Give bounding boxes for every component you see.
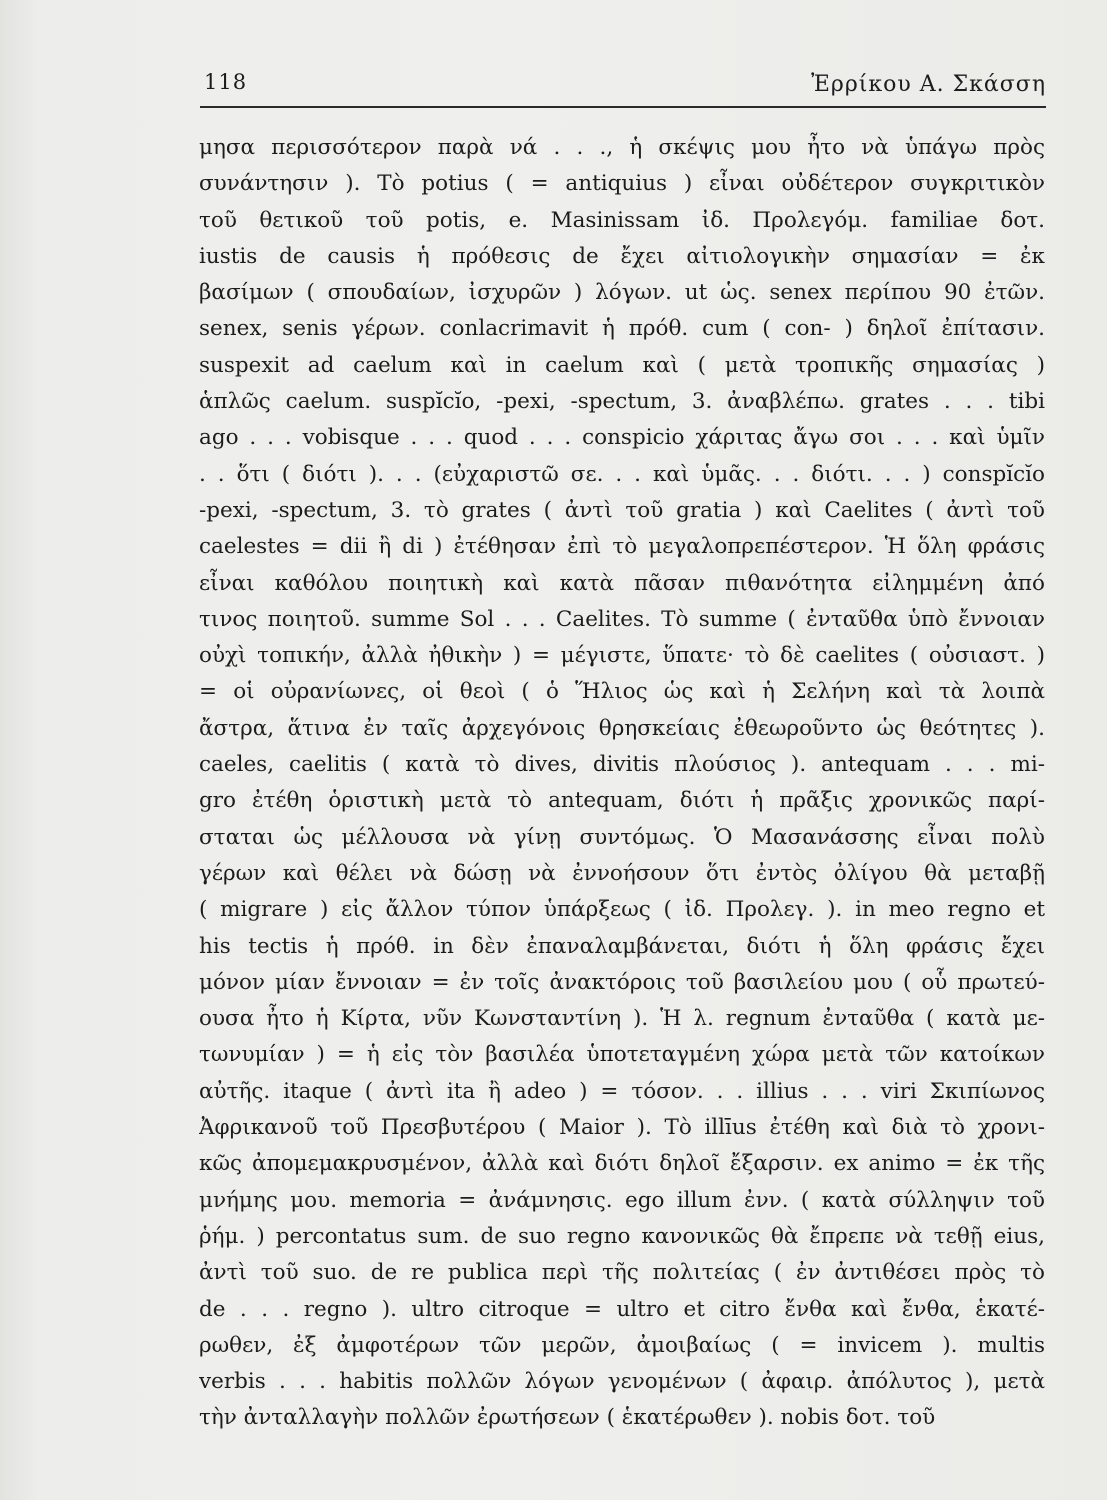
text-line: οὐχὶ τοπικήν, ἀλλὰ ἠθικὴν ) = μέγιστε, ὕπατε· τὸ δὲ caelites ( οὐσιαστ. ) bbox=[199, 643, 1045, 669]
text-line: ( migrare ) εἰς ἄλλον τύπον ὑπάρξεως ( ἰδ. Προλεγ. ). in meo regno et bbox=[199, 897, 1045, 923]
text-line: Ἀφρικανοῦ τοῦ Πρεσβυτέρου ( Maior ). Τὸ illīus ἐτέθη καὶ διὰ τὸ χρονι- bbox=[199, 1115, 1045, 1141]
text-line: τωνυμίαν ) = ἡ εἰς τὸν βασιλέα ὑποτεταγμένη χώρα μετὰ τῶν κατοίκων bbox=[199, 1042, 1045, 1068]
text-line: senex, senis γέρων. conlacrimavit ἡ πρόθ. cum ( con- ) δηλοῖ ἐπίτασιν. bbox=[199, 316, 1045, 342]
text-line: ἄστρα, ἅτινα ἐν ταῖς ἀρχεγόνοις θρησκείαις ἐθεωροῦντο ὡς θεότητες ). bbox=[199, 715, 1045, 741]
text-line: suspexit ad caelum καὶ in caelum καὶ ( μετὰ τροπικῆς σημασίας ) bbox=[199, 352, 1045, 378]
text-line: βασίμων ( σπουδαίων, ἰσχυρῶν ) λόγων. ut ὡς. senex περίπου 90 ἐτῶν. bbox=[199, 280, 1045, 306]
text-line: caelestes = dii ἢ di ) ἐτέθησαν ἐπὶ τὸ μεγαλοπρεπέστερον. Ἡ ὅλη φράσις bbox=[199, 534, 1045, 560]
text-line: συνάντησιν ). Τὸ potius ( = antiquius ) εἶναι οὐδέτερον συγκριτικὸν bbox=[199, 171, 1045, 197]
text-line: κῶς ἀπομεμακρυσμένον, ἀλλὰ καὶ διότι δηλοῖ ἔξαρσιν. ex animo = ἐκ τῆς bbox=[199, 1151, 1045, 1177]
text-line: σταται ὡς μέλλουσα νὰ γίνῃ συντόμως. Ὁ Μασανάσσης εἶναι πολὺ bbox=[199, 824, 1045, 850]
text-line: gro ἐτέθη ὁριστικὴ μετὰ τὸ antequam, διότι ἡ πρᾶξις χρονικῶς παρί- bbox=[199, 788, 1045, 814]
page-number: 118 bbox=[204, 70, 248, 94]
text-line: γέρων καὶ θέλει νὰ δώσῃ νὰ ἐννοήσουν ὅτι ἐντὸς ὀλίγου θὰ μεταβῇ bbox=[199, 860, 1045, 886]
text-line: μόνον μίαν ἔννοιαν = ἐν τοῖς ἀνακτόροις τοῦ βασιλείου μου ( οὗ πρωτεύ- bbox=[199, 969, 1045, 995]
text-line: ἁπλῶς caelum. suspĭcĭo, -pexi, -spectum, 3. ἀναβλέπω. grates . . . tibi bbox=[199, 389, 1045, 415]
text-line: = οἱ οὐρανίωνες, οἱ θεοὶ ( ὁ Ἥλιος ὡς καὶ ἡ Σελήνη καὶ τὰ λοιπὰ bbox=[199, 679, 1045, 705]
text-line: verbis . . . habitis πολλῶν λόγων γενομένων ( ἀφαιρ. ἀπόλυτος ), μετὰ bbox=[199, 1369, 1045, 1395]
text-line: -pexi, -spectum, 3. τὸ grates ( ἀντὶ τοῦ gratia ) καὶ Caelites ( ἀντὶ τοῦ bbox=[199, 497, 1045, 523]
text-line: μνήμης μου. memoria = ἀνάμνησις. ego illum ἐνν. ( κατὰ σύλληψιν τοῦ bbox=[199, 1187, 1045, 1213]
body-text bbox=[199, 130, 1045, 1437]
page-header bbox=[200, 66, 1046, 108]
text-line: iustis de causis ἡ πρόθεσις de ἔχει αἰτιολογικὴν σημασίαν = ἐκ bbox=[199, 243, 1045, 269]
text-line: ρωθεν, ἐξ ἀμφοτέρων τῶν μερῶν, ἀμοιβαίως ( = invicem ). multis bbox=[199, 1332, 1045, 1358]
text-line: μησα περισσότερον παρὰ νά . . ., ἡ σκέψις μου ἦτο νὰ ὑπάγω πρὸς bbox=[199, 135, 1045, 160]
text-line: τὴν ἀνταλλαγὴν πολλῶν ἐρωτήσεων ( ἑκατέρωθεν ). nobis δοτ. τοῦ bbox=[199, 1405, 936, 1431]
text-line: . . ὅτι ( διότι ). . . (εὐχαριστῶ σε. . . καὶ ὑμᾶς. . . διότι. . . ) conspĭcĭo bbox=[199, 461, 1045, 487]
text-line: his tectis ἡ πρόθ. in δὲν ἐπαναλαμβάνεται, διότι ἡ ὅλη φράσις ἔχει bbox=[199, 933, 1045, 959]
text-line: ago . . . vobisque . . . quod . . . conspicio χάριτας ἄγω σοι . . . καὶ ὑμῖν bbox=[199, 425, 1045, 451]
text-line: ῥήμ. ) percontatus sum. de suo regno κανονικῶς θὰ ἔπρεπε νὰ τεθῇ eius, bbox=[199, 1223, 1045, 1249]
text-line: caeles, caelitis ( κατὰ τὸ dives, divitis πλούσιος ). antequam . . . mi- bbox=[199, 752, 1045, 778]
text-line: τινος ποιητοῦ. summe Sol . . . Caelites. Τὸ summe ( ἐνταῦθα ὑπὸ ἔννοιαν bbox=[199, 606, 1045, 632]
text-line: τοῦ θετικοῦ τοῦ potis, e. Masinissam ἰδ. Προλεγόμ. familiae δοτ. bbox=[199, 207, 1045, 233]
text-line: ἀντὶ τοῦ suo. de re publica περὶ τῆς πολιτείας ( ἐν ἀντιθέσει πρὸς τὸ bbox=[199, 1260, 1045, 1286]
text-line: ουσα ἦτο ἡ Κίρτα, νῦν Κωνσταντίνη ). Ἡ λ. regnum ἐνταῦθα ( κατὰ με- bbox=[199, 1006, 1045, 1032]
text-line: εἶναι καθόλου ποιητικὴ καὶ κατὰ πᾶσαν πιθανότητα εἰλημμένη ἀπό bbox=[199, 570, 1045, 596]
text-line: de . . . regno ). ultro citroque = ultro et citro ἔνθα καὶ ἔνθα, ἑκατέ- bbox=[199, 1296, 1045, 1322]
text-line: αὐτῆς. itaque ( ἀντὶ ita ἢ adeo ) = τόσον. . . illius . . . viri Σκιπίωνος bbox=[199, 1078, 1045, 1104]
running-head: Ἐρρίκου Α. Σκάσση bbox=[811, 72, 1046, 97]
